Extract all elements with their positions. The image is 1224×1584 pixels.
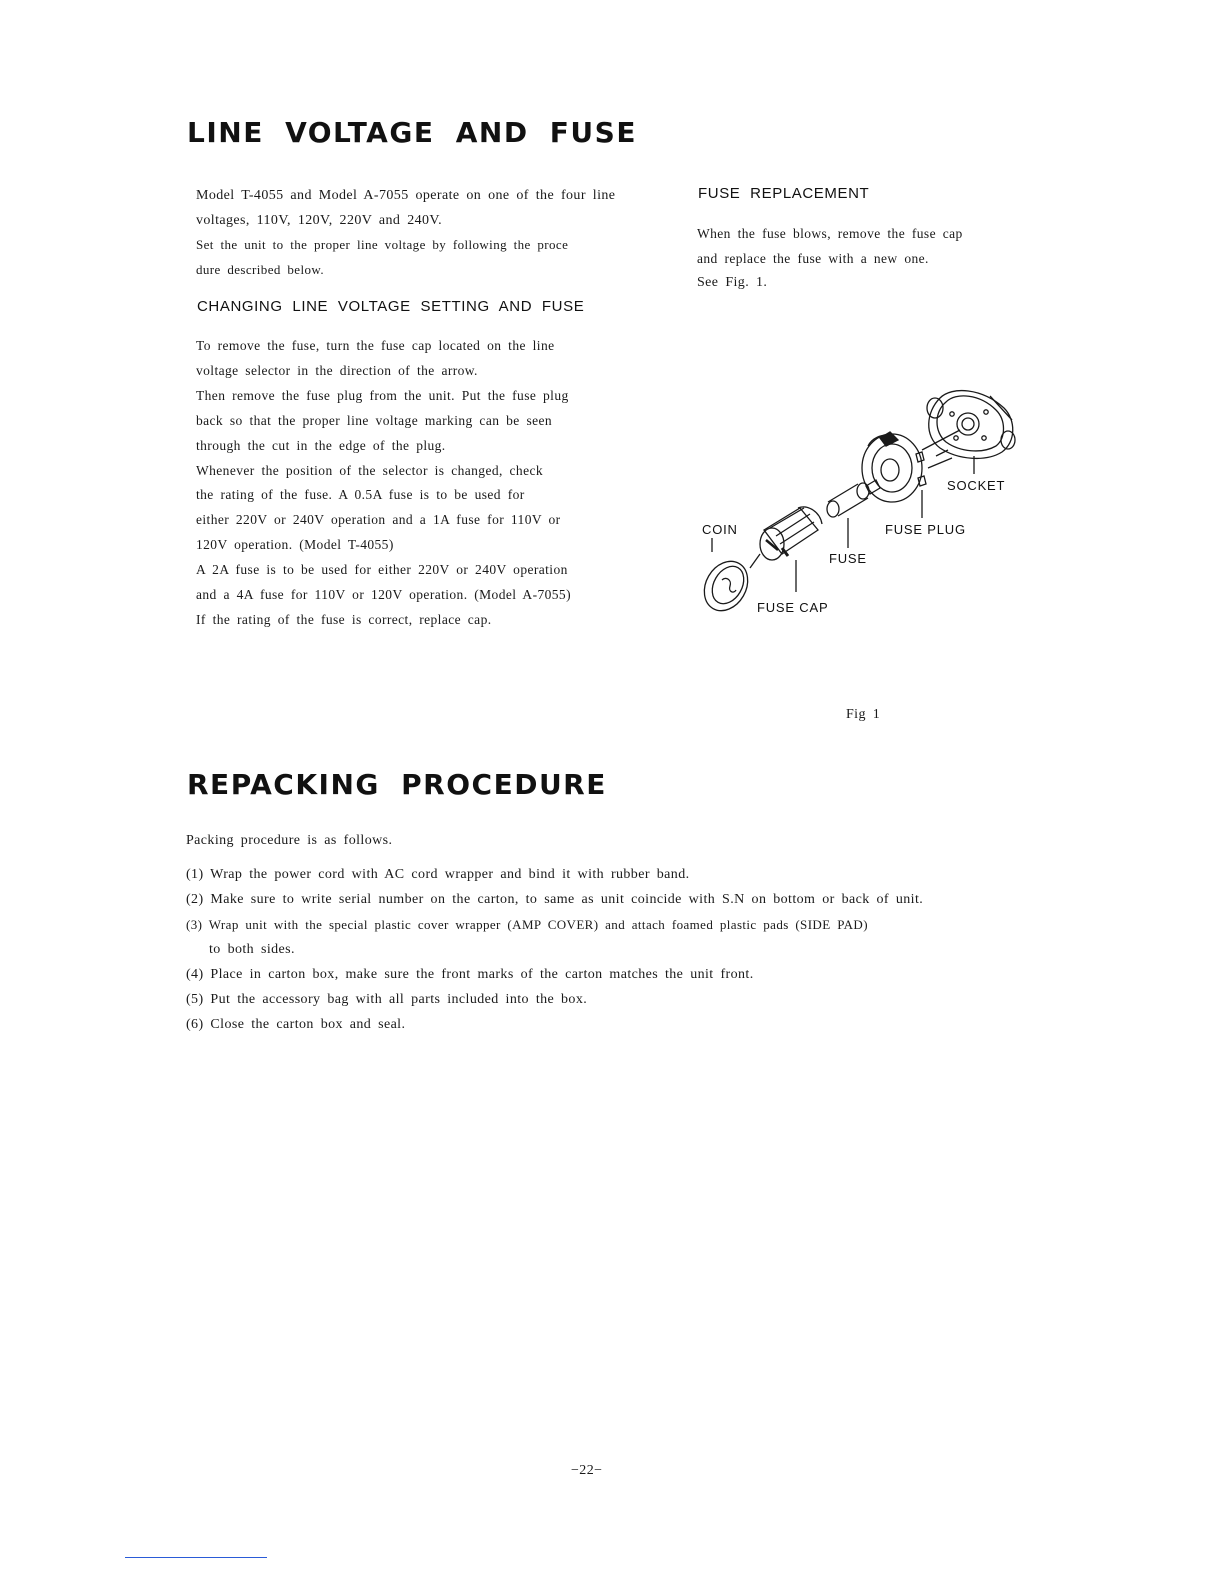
fuse-plug-part: [862, 432, 926, 502]
label-coin: COIN: [702, 522, 738, 537]
coin-part: [696, 553, 760, 618]
intro-paragraph: [196, 184, 615, 282]
intro-line: Set the unit to the proper line voltage by following the proce: [196, 237, 569, 252]
label-fuse: FUSE: [829, 551, 867, 566]
repacking-steps-list: [186, 862, 923, 1037]
figure-caption: Fig 1: [846, 707, 881, 722]
repacking-step: (2) Make sure to write serial number on the carton, to same as unit coincide with S.N on bottom or back of unit.: [186, 892, 924, 907]
bottom-rule: [125, 1557, 267, 1558]
changing-heading: CHANGING LINE VOLTAGE SETTING AND FUSE: [197, 298, 585, 315]
changing-line: through the cut in the edge of the plug.: [196, 437, 446, 453]
socket-part: [927, 391, 1015, 459]
section-title-repacking: REPACKING PROCEDURE: [187, 768, 607, 801]
repacking-step: (3) Wrap unit with the special plastic cover wrapper (AMP COVER) and attach foamed plastic pads (SIDE PAD): [186, 917, 868, 932]
changing-line: To remove the fuse, turn the fuse cap located on the line: [196, 338, 555, 353]
changing-line: and a 4A fuse for 110V or 120V operation. (Model A-7055): [196, 587, 571, 603]
repacking-step: (6) Close the carton box and seal.: [186, 1017, 406, 1032]
label-fuse-plug: FUSE PLUG: [885, 522, 966, 537]
changing-line: Then remove the fuse plug from the unit. Put the fuse plug: [196, 387, 569, 403]
fuse-assembly-diagram: [690, 380, 1030, 630]
fuse-replacement-line: and replace the fuse with a new one.: [697, 250, 929, 266]
repacking-step: (4) Place in carton box, make sure the front marks of the carton matches the unit front.: [186, 967, 754, 982]
repacking-step: (1) Wrap the power cord with AC cord wrapper and bind it with rubber band.: [186, 867, 690, 882]
fuse-replacement-line: See Fig. 1.: [697, 275, 768, 290]
intro-line: Model T-4055 and Model A-7055 operate on one of the four line: [196, 188, 616, 203]
changing-line: 120V operation. (Model T-4055): [196, 537, 394, 553]
changing-line: Whenever the position of the selector is changed, check: [196, 462, 544, 478]
changing-line: voltage selector in the direction of the arrow.: [196, 362, 478, 378]
label-socket: SOCKET: [947, 478, 1006, 493]
label-fuse-cap: FUSE CAP: [757, 600, 829, 615]
changing-line: If the rating of the fuse is correct, replace cap.: [196, 611, 492, 627]
changing-line: either 220V or 240V operation and a 1A fuse for 110V or: [196, 512, 561, 528]
fuse-cap-part: [760, 507, 822, 560]
changing-line: the rating of the fuse. A 0.5A fuse is to be used for: [196, 487, 525, 503]
fuse-replacement-paragraph: [697, 222, 963, 296]
fuse-part: [827, 480, 880, 517]
intro-line: voltages, 110V, 120V, 220V and 240V.: [196, 212, 443, 228]
fuse-replacement-heading: FUSE REPLACEMENT: [698, 185, 870, 202]
changing-line: A 2A fuse is to be used for either 220V or 240V operation: [196, 562, 568, 578]
section-title-line-voltage: LINE VOLTAGE AND FUSE: [187, 116, 637, 149]
page-number: −22−: [571, 1463, 603, 1478]
intro-line: dure described below.: [196, 261, 324, 277]
repacking-step-continuation: to both sides.: [209, 942, 295, 957]
changing-paragraph: [196, 334, 571, 633]
repacking-step: (5) Put the accessory bag with all parts included into the box.: [186, 992, 588, 1007]
changing-line: back so that the proper line voltage marking can be seen: [196, 412, 553, 428]
fuse-replacement-line: When the fuse blows, remove the fuse cap: [697, 226, 963, 241]
repacking-intro: Packing procedure is as follows.: [186, 833, 393, 848]
